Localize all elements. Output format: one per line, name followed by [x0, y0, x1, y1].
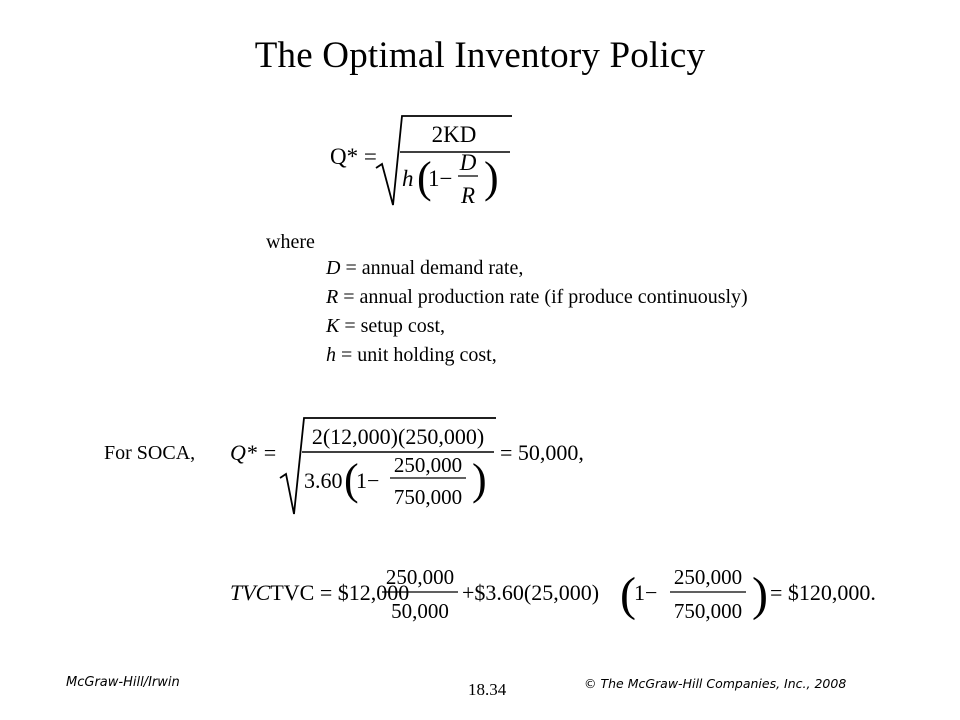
- tvc-right-paren: ): [752, 568, 768, 621]
- definition-h-symbol: h: [326, 344, 336, 366]
- definition-r: [326, 286, 748, 309]
- footer-copyright: © The McGraw-Hill Companies, Inc., 2008: [584, 676, 847, 691]
- soca-right-paren: ): [472, 455, 487, 504]
- formula-numerator: 2KD: [431, 122, 477, 147]
- definition-k-symbol: K: [326, 315, 340, 337]
- soca-numerator: 2(12,000)(250,000): [311, 424, 485, 449]
- soca-result: = 50,000,: [500, 440, 584, 465]
- soca-label: For SOCA,: [104, 442, 196, 464]
- tvc-left-paren: (: [620, 568, 636, 621]
- soca-den-h: 3.60: [304, 468, 343, 493]
- formula-frac-num: D: [459, 150, 477, 175]
- definition-r-symbol: R: [326, 286, 339, 308]
- formula-right-paren: ): [484, 153, 499, 202]
- soca-frac-den: 750,000: [393, 485, 463, 509]
- formula-one-minus: 1−: [428, 166, 453, 191]
- slide-title: The Optimal Inventory Policy: [254, 35, 706, 76]
- soca-formula: [224, 410, 604, 520]
- definition-d: [326, 257, 523, 280]
- definition-k-text: = setup cost,: [339, 315, 446, 337]
- tvc-f1-den: 50,000: [391, 599, 449, 623]
- definition-h-text: = unit holding cost,: [336, 344, 497, 366]
- soca-lhs: Q* =: [230, 440, 278, 465]
- formula-left-paren: (: [417, 153, 432, 202]
- eoq-formula: [320, 108, 520, 214]
- formula-h: h: [402, 166, 414, 191]
- tvc-f2-num: 250,000: [673, 565, 743, 589]
- tvc-mid: +$3.60(25,000): [462, 580, 600, 605]
- footer-publisher: McGraw-Hill/Irwin: [66, 675, 180, 690]
- definition-k: [326, 315, 445, 338]
- definition-h: [326, 344, 497, 367]
- definition-r-text: = annual production rate (if produce continuously): [338, 286, 748, 308]
- tvc-f1-num: 250,000: [385, 565, 455, 589]
- footer-slide-number: 18.34: [468, 680, 507, 699]
- tvc-one-minus: 1−: [634, 580, 658, 605]
- tvc-lhs-value: TVC = $12,000: [270, 580, 410, 605]
- soca-one-minus: 1−: [356, 468, 380, 493]
- tvc-formula: [224, 556, 904, 642]
- definition-d-text: = annual demand rate,: [340, 257, 524, 279]
- where-label: where: [266, 231, 315, 253]
- soca-left-paren: (: [344, 455, 359, 504]
- definition-d-symbol: D: [326, 257, 341, 279]
- tvc-lhs: TVCTVC = $12,000: [230, 580, 410, 605]
- formula-lhs: Q* =: [330, 144, 377, 169]
- formula-frac-den: R: [460, 183, 476, 208]
- soca-frac-num: 250,000: [393, 453, 463, 477]
- tvc-result: = $120,000.: [770, 580, 876, 605]
- tvc-f2-den: 750,000: [673, 599, 743, 623]
